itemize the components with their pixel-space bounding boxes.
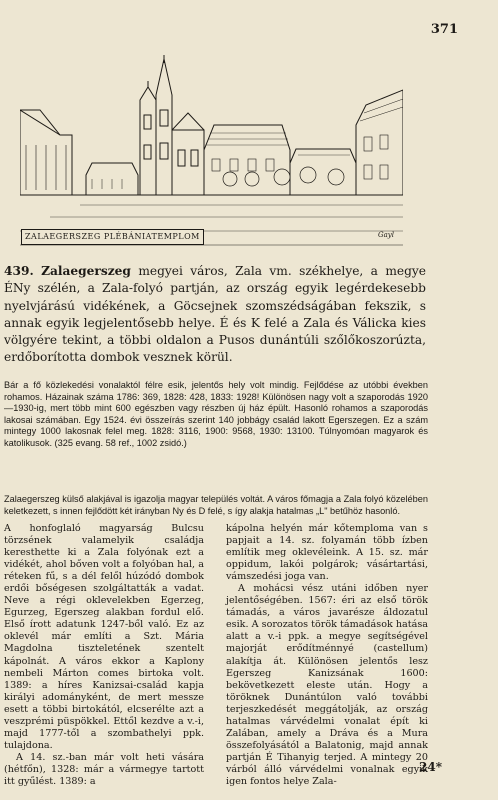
paragraph-shape: Zalaegerszeg külső alakjával is igazolja magyar település voltát. A város főmagja a Zala folyó közelében keletkezett, s innen fejlődött két irányban Ny és D felé, s így alakja hatalmas „L" betűhöz hasonló.: [4, 494, 428, 516]
entry-lead: [4, 263, 426, 367]
column-right-para-1: kápolna helyén már kőtemploma van s papjait a 14. sz. folyamán több ízben említik meg oklevéleink. A 15. sz. már oppidum, lakói polgárok; vásártartási, vámszedési joga van.: [226, 523, 428, 583]
church-illustration: [20, 55, 403, 250]
column-right: [226, 523, 428, 788]
artist-signature: Gayl: [378, 231, 394, 239]
entry-city: Zalaegerszeg: [41, 264, 131, 278]
entry-number: 439.: [4, 264, 34, 278]
illustration-caption: ZALAEGERSZEG PLÉBÁNIATEMPLOM: [21, 229, 204, 245]
paragraph-growth: Bár a fő közlekedési vonalaktól félre esik, jelentős hely volt mindig. Fejlődése az utóbbi években rohamos. Házainak száma 1786: 369, 1828: 428, 1833: 1928! Különösen nagy volt a szaporodás 1920—1930-ig, mert több mint 600 egészben vagy részben új ház épült. Hasonló rohamos a szaporodás lakosai számában. Egy 1524. évi összeírás szerint 140 jobbágy család lakott Egerszegen. Ez a szám mintegy 1000 lakosnak felel meg. 1828: 3116, 1900: 9568, 1930: 13100. Túlnyomóan magyarok és katolikusok. (325 evang. 58 ref., 1002 zsidó.): [4, 380, 428, 448]
signature-mark: 24*: [419, 760, 442, 774]
entry-text: megyei város, Zala vm. székhelye, a megye ÉNy szélén, a Zala-folyó partján, az ország egyik legérdekesebb nyelvjárású vidékének, a Göcsejnek szomszédságában fekszik, s annak egyik legjelentősebb helye. É és K felé a Zala és Válicka kies völgyére tekint, a többi oldalon a Pusos dunántúli szőlőkoszorúzta, erdőborította dombok vesznek körül.: [4, 264, 427, 365]
column-left-para-1: A honfoglaló magyarság Bulcsu törzsének valamelyik családja keresthette ki a Zala folyónak ezt a vidékét, ahol bőven volt a folyóban hal, a réteken fű, s a dél felől húzódó dombok erdői bőségesen szolgáltatták a vadat. Neve a régi oklevelekben Egerzeg, Egurzeg, Egerszeg alakban fordul elő. Első írott adatunk 1247-ből való. Ez az oklevél már említi a Szt. Mária Magdolna tiszteletének szentelt kápolnát. A város ekkor a Kaplony nembeli Márton comes birtoka volt. 1389: a híres Kanizsai-család kapja királyi adományként, de mert messze esett a többi birtokától, elcserélte azt a veszprémi püspökkel. Ettől kezdve a v.-i, majd 1777-től a szombathelyi ppk. tulajdona.: [4, 523, 204, 751]
column-right-para-2: A mohácsi vész utáni időben nyer jelentőségében. 1567: éri az első török támadás, a város javarésze áldozatul esik. A sorozatos török támadások hatása alatt a v.-i ppk. a megye segítségével majorját erődítménnyé (castellum) alakítja át. Különösen jelentős lesz Egerszeg Kanizsának 1600: bekövetkezett eleste után. Hogy a töröknek Dunántúlon való további terjeszkedését meggátolják, az ország hatalmas várvédelmi vonalat épít ki Zalában, amely a Dráva és a Mura összefolyásától a Balatonig, majd annak partján É Tihanyig terjed. A mintegy 20 várból álló várvédelmi vonalnak egyik igen fontos helye Zala-: [226, 583, 428, 787]
page-number: 371: [430, 22, 458, 37]
column-left: [4, 523, 204, 788]
column-left-para-2: A 14. sz.-ban már volt heti vására (hétfőn), 1328: már a vármegye tartott itt gyűlést. 1389: a: [4, 751, 204, 787]
